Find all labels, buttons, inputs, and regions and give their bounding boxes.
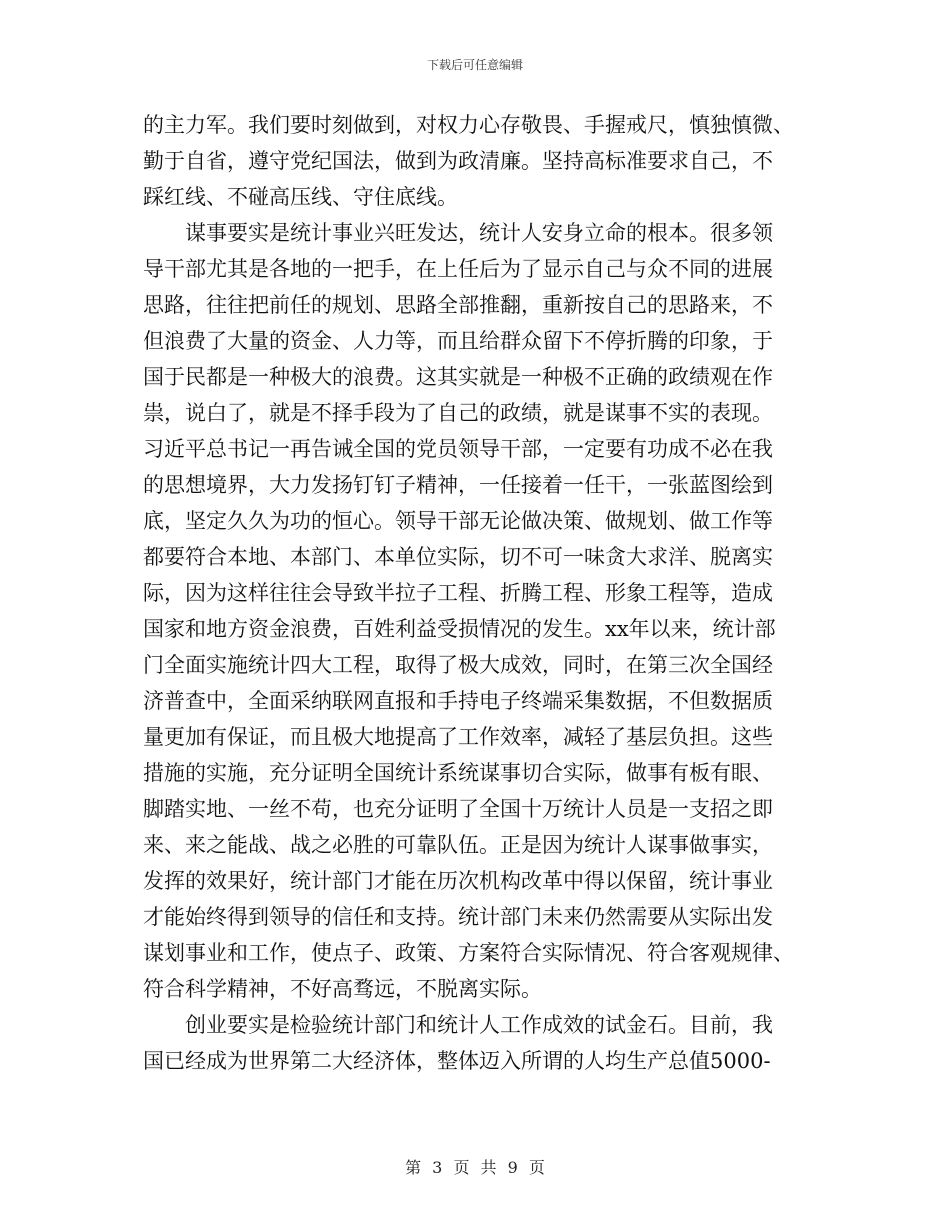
text-line: 祟，说白了，就是不择手段为了自己的政绩，就是谋事不实的表现。 (143, 401, 773, 425)
text-line: 导干部尤其是各地的一把手，在上任后为了显示自己与众不同的进展 (143, 257, 773, 281)
text-line: 的思想境界，大力发扬钉钉子精神，一任接着一任干，一张蓝图绘到 (143, 473, 773, 497)
text-line: 量更加有保证，而且极大地提高了工作效率，减轻了基层负担。这些 (143, 725, 773, 749)
text-line: 国已经成为世界第二大经济体，整体迈入所谓的人均生产总值5000- (143, 1049, 771, 1073)
text-line: 发挥的效果好，统计部门才能在历次机构改革中得以保留，统计事业 (143, 869, 773, 893)
text-line: 际，因为这样往往会导致半拉子工程、折腾工程、形象工程等，造成 (143, 581, 773, 605)
page-header: 下载后可任意编辑 (426, 58, 523, 72)
text-line: 踩红线、不碰高压线、守住底线。 (143, 185, 458, 209)
text-line: 勤于自省，遵守党纪国法，做到为政清廉。坚持高标准要求自己，不 (143, 149, 773, 173)
text-line: 措施的实施，充分证明全国统计系统谋事切合实际，做事有板有眼、 (143, 761, 773, 785)
text-line: 谋事要实是统计事业兴旺发达，统计人安身立命的根本。很多领 (185, 221, 773, 245)
text-line: 底，坚定久久为功的恒心。领导干部无论做决策、做规划、做工作等 (143, 509, 773, 533)
text-line: 国家和地方资金浪费，百姓利益受损情况的发生。xx年以来，统计部 (143, 617, 776, 641)
text-line: 济普查中，全面采纳联网直报和手持电子终端采集数据，不但数据质 (143, 689, 773, 713)
page-number-footer: 第 3 页 共 9 页 (405, 1158, 545, 1177)
text-line: 门全面实施统计四大工程，取得了极大成效，同时，在第三次全国经 (143, 653, 773, 677)
text-line: 才能始终得到领导的信任和支持。统计部门未来仍然需要从实际出发 (143, 905, 773, 929)
text-line: 思路，往往把前任的规划、思路全部推翻，重新按自己的思路来，不 (143, 293, 773, 317)
text-line: 但浪费了大量的资金、人力等，而且给群众留下不停折腾的印象，于 (143, 329, 773, 353)
text-line: 的主力军。我们要时刻做到，对权力心存敬畏、手握戒尺，慎独慎微、 (143, 113, 794, 137)
text-line: 创业要实是检验统计部门和统计人工作成效的试金石。目前，我 (185, 1013, 773, 1037)
text-line: 符合科学精神，不好高骛远，不脱离实际。 (143, 977, 542, 1001)
text-line: 脚踏实地、一丝不苟，也充分证明了全国十万统计人员是一支招之即 (143, 797, 773, 821)
text-line: 都要符合本地、本部门、本单位实际，切不可一味贪大求洋、脱离实 (143, 545, 773, 569)
text-line: 习近平总书记一再告诫全国的党员领导干部，一定要有功成不必在我 (143, 437, 773, 461)
text-line: 来、来之能战、战之必胜的可靠队伍。正是因为统计人谋事做事实， (143, 833, 773, 857)
text-line: 谋划事业和工作，使点子、政策、方案符合实际情况、符合客观规律、 (143, 941, 794, 965)
text-line: 国于民都是一种极大的浪费。这其实就是一种极不正确的政绩观在作 (143, 365, 773, 389)
document-body (143, 107, 807, 1079)
